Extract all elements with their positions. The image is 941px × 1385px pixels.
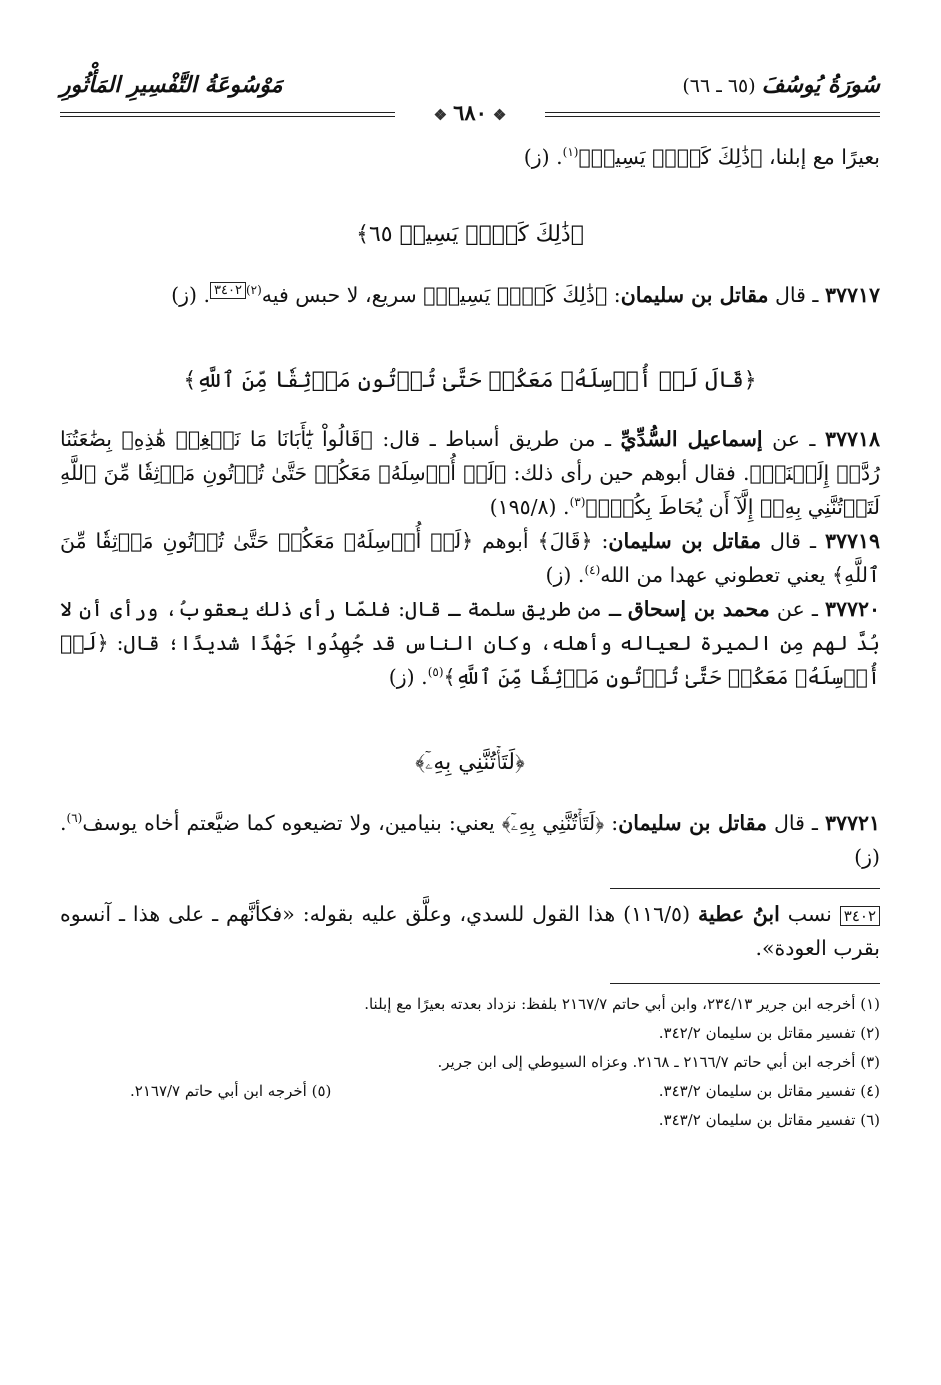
text: . (ز) — [388, 665, 428, 689]
footnote-3: (٣) أخرجه ابن أبي حاتم ٢١٦٦/٧ ـ ٢١٦٨. وعزاه السيوطي إلى ابن جرير. — [437, 1053, 880, 1071]
footnote-1: (١) أخرجه ابن جرير ٢٣٤/١٣، وابن أبي حاتم ٢١٦٧/٧ بلفظ: نزداد بعدته بعيرًا مع إبلنا. — [364, 995, 880, 1013]
narrator-name: إسماعيل السُّدِّيِّ — [620, 427, 763, 451]
hadith-number: ٣٧٧٢٠ — [824, 597, 881, 621]
footnote-ref[interactable]: (٦) — [66, 811, 83, 826]
text: أبوهم — [473, 529, 538, 553]
book-page — [60, 60, 880, 1360]
main-text — [60, 140, 880, 1135]
footnote-4: (٤) تفسير مقاتل بن سليمان ٣٤٣/٢. — [658, 1082, 880, 1100]
verse-heading: ﴿لَتَأۡتُنَّنِي بِهِۦٓ﴾ — [415, 750, 525, 775]
quran-quote: ﴿لَتَأۡتُنَّنِي بِهِۦٓ﴾ — [501, 811, 605, 835]
commentary-number-box: ٣٤٠٢ — [840, 906, 880, 926]
footnote-ref[interactable]: (١) — [562, 145, 579, 160]
text: ـ من طريق أسباط ـ قال: — [372, 427, 621, 451]
footnote-2: (٢) تفسير مقاتل بن سليمان ٣٤٢/٢. — [658, 1024, 880, 1042]
text: . (١٩٥/٨) — [489, 495, 570, 519]
footnote-ref[interactable]: (٣) — [569, 495, 586, 510]
text: يعني تعطوني عهدا من الله — [600, 563, 832, 587]
quran-quote: ﴿ذَٰلِكَ كَيۡلٞ يَسِيرٞ﴾ — [578, 145, 763, 169]
text: نسب — [779, 902, 840, 926]
text: ـ قال — [768, 283, 825, 307]
text: : — [592, 529, 609, 553]
footnote-row — [60, 1077, 880, 1106]
hadith-37718 — [60, 422, 880, 524]
footnote-ref[interactable]: (٢) — [245, 283, 262, 298]
text: . فقال أبوهم حين رأى ذلك: — [506, 461, 750, 485]
text: . (ز) — [523, 145, 563, 169]
narrator-name: محمد بن إسحاق — [627, 597, 770, 621]
text: ـ من طريق سلمة ـ قال: فلمّا رأى ذلك يعقوبُ، ورأى أن لا بُدَّ لهم مِن الميرة لعياله وأهله، وكان الناس قد جُهِدُوا جَهْدًا شديدًا؛ قال: — [60, 597, 880, 655]
text: ـ قال — [761, 529, 825, 553]
hadith-37717 — [60, 278, 880, 312]
continuation-paragraph — [60, 140, 880, 174]
hadith-37720 — [60, 592, 880, 694]
text: (١١٦/٥) هذا القول للسدي، وعلَّق عليه بقوله: «فكأنَّهم ـ على هذا ـ آنسوه بقرب العودة». — [60, 902, 880, 960]
quran-quote: ﴿لَنۡ أُرۡسِلَهُۥ مَعَكُمۡ حَتَّىٰ تُؤۡتُونِ مَوۡثِقٗا مِّنَ ٱللَّهِ﴾ — [60, 631, 880, 689]
hadith-number: ٣٧٧١٩ — [824, 529, 880, 553]
text: يعني: بنيامين، ولا تضيعوه كما ضيَّعتم أخاه يوسف — [82, 811, 502, 835]
quran-quote: ﴿لَنۡ أُرۡسِلَهُۥ مَعَكُمۡ حَتَّىٰ تُؤۡتُونِ مَوۡثِقٗا مِّنَ ٱللَّهِ﴾ — [60, 529, 880, 587]
text: : — [604, 811, 619, 835]
hadith-37721 — [60, 806, 880, 874]
page-number — [60, 100, 880, 125]
hadith-37719 — [60, 524, 880, 592]
narrator-name: مقاتل بن سليمان — [618, 811, 767, 835]
page-number-text: ٦٨٠ — [453, 100, 487, 125]
text: ـ عن — [769, 597, 825, 621]
book-title: مَوْسُوعَةُ التَّفْسِيرِ المَأْثُورِ — [60, 72, 283, 98]
hadith-number: ٣٧٧٢١ — [824, 811, 881, 835]
text: : — [607, 283, 621, 307]
verse-heading: ﴿قَالَ لَنۡ أُرۡسِلَهُۥ مَعَكُمۡ حَتَّىٰ تُؤۡتُونِ مَوۡثِقٗا مِّنَ ٱللَّهِ﴾ — [183, 368, 757, 393]
quran-quote: ﴿ذَٰلِكَ كَيۡلٞ يَسِيرٞ﴾ — [423, 283, 608, 307]
text: . (ز) — [60, 811, 880, 869]
footnote-6: (٦) تفسير مقاتل بن سليمان ٣٤٣/٢. — [658, 1111, 880, 1129]
footnote-ref[interactable]: (٤) — [584, 563, 601, 578]
narrator-name: مقاتل بن سليمان — [620, 283, 769, 307]
ornament-icon: ❖ — [492, 106, 507, 124]
text: ـ قال — [766, 811, 825, 835]
narrator-name: مقاتل بن سليمان — [608, 529, 762, 553]
footnotes — [60, 990, 880, 1135]
quran-quote: ﴿قَالَ﴾ — [537, 529, 593, 553]
quran-quote: ﴿لَنۡ أُرۡسِلَهُۥ مَعَكُمۡ حَتَّىٰ تُؤۡتُونِ مَوۡثِقٗا مِّنَ ٱللَّهِ لَتَأۡتُنَّنِي بِهِۦٓ إِلَّآ أَن يُحَاطَ بِكُمۡۖ﴾ — [60, 461, 880, 519]
surah-name: سُورَةُ يُوسُفَ — [761, 72, 880, 98]
text: سريع، لا حبس فيه — [261, 283, 424, 307]
quran-quote: ﴿قَالُواْ يَٰٓأَبَانَا مَا نَبۡغِيۖ هَٰذِهِۦ بِضَٰعَتُنَا رُدَّتۡ إِلَيۡنَاۖ﴾ — [60, 427, 880, 485]
text: بعيرًا مع إبلنا، — [762, 145, 880, 169]
text: ـ عن — [762, 427, 825, 451]
verse-range: (٦٥ ـ ٦٦) — [682, 75, 756, 97]
surah-title — [682, 72, 880, 98]
hadith-number: ٣٧٧١٧ — [824, 283, 880, 307]
scholar-name: ابنُ عطية — [698, 902, 780, 926]
footnote-5: (٥) أخرجه ابن أبي حاتم ٢١٦٧/٧. — [130, 1082, 332, 1100]
commentary-note — [60, 897, 880, 965]
text: . (ز) — [545, 563, 585, 587]
text: . (ز) — [171, 283, 211, 307]
footnote-ref[interactable]: (٥) — [427, 665, 444, 680]
ornament-icon: ❖ — [433, 106, 448, 124]
commentary-ref-box[interactable]: ٣٤٠٢ — [210, 282, 246, 299]
running-header — [60, 72, 880, 125]
verse-heading: ﴿ذَٰلِكَ كَيۡلٞ يَسِيرٞ ٦٥﴾ — [356, 222, 584, 247]
hadith-number: ٣٧٧١٨ — [824, 427, 880, 451]
